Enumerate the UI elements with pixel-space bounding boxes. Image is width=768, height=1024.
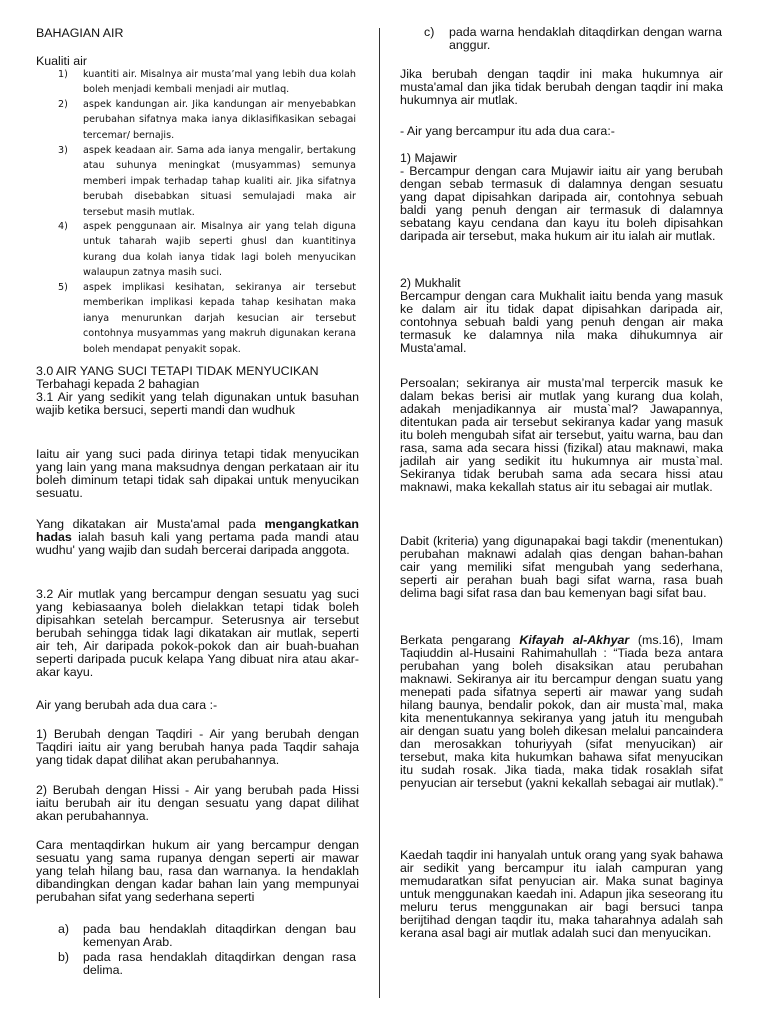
majawir-body: - Bercampur dengan cara Mujawir iaitu air yang berubah dengan sebab termasuk di dalamnya dengan sesuatu yang dapat dipisahkan daripada air, contohnya sebuah baldi yang penuh dengan air termasuk di dalamnya sebatang kayu cendana dan kayu itu boleh dipisahkan daripada air tersebut, maka hukum air itu ialah air mutlak. [400, 164, 723, 243]
list-number: 4) [58, 221, 68, 232]
list-number: 2) [58, 99, 68, 110]
section-title: BAHAGIAN AIR [36, 26, 124, 40]
list-number: 5) [58, 282, 68, 293]
paragraph-dua-cara: - Air yang bercampur itu ada dua cara:- [400, 124, 615, 138]
heading-3-0: 3.0 AIR YANG SUCI TETAPI TIDAK MENYUCIKAN [36, 364, 319, 378]
subsection-title: Kualiti air [36, 54, 87, 68]
paragraph-taqdiri: 1) Berubah dengan Taqdiri - Air yang berubah dengan Taqdiri iaitu air yang berubah hanya pada Taqdir sahaja yang tidak dapat dilihat akan perubahannya. [36, 727, 359, 767]
list-number: c) [424, 25, 435, 39]
list-text: aspek penggunaan air. Misalnya air yang telah diguna untuk taharah wajib seperti ghusl dan kuantitinya kurang dua kolah ianya tidak lagi boleh menyucikan walaupun zatnya masih suci. [83, 221, 356, 279]
book-title: Kifayah al-Akhyar [519, 633, 630, 647]
bold-term: mengangkatkan hadas [36, 517, 359, 544]
paragraph-air-berubah: Air yang berubah ada dua cara :- [36, 698, 218, 712]
paragraph-dabit: Dabit (kriteria) yang digunapakai bagi takdir (menentukan) perubahan maknawi adalah qias dengan bahan-bahan cair yang memiliki sifat mengubah yang sederhana, seperti air perahan buah bagi sifat warna, rasa buah delima bagi sifat rasa dan bau kemenyan bagi sifat bau. [400, 534, 723, 600]
list-text: pada warna hendaklah ditaqdirkan dengan warna anggur. [449, 25, 722, 52]
list-text: aspek implikasi kesihatan, sekiranya air tersebut memberikan implikasi kepada tahap kesihatan maka ianya menurunkan darjah kesucian air tersebut contohnya musyammas yang makruh digunakan kerana boleh mendapat penyakit sopak. [83, 282, 356, 355]
paragraph-3-1: 3.1 Air yang sedikit yang telah digunakan untuk basuhan wajib ketika bersuci, seperti mandi dan wudhuk [36, 390, 359, 417]
list-text: pada bau hendaklah ditaqdirkan dengan bau kemenyan Arab. [83, 922, 356, 949]
paragraph-3-2: 3.2 Air mutlak yang bercampur dengan sesuatu yag suci yang kebiasaanya boleh dielakkan tetapi tidak boleh dipisahkan setelah bercampur. Seterusnya air tersebut berubah sehingga tidak lagi dikatakan air mutlak, seperti air teh, Air daripada pokok-pokok dan air buah-buahan seperti daripada pucuk kelapa Yang dibuat nira atau akar-akar kayu. [36, 587, 359, 679]
paragraph-jika: Jika berubah dengan taqdir ini maka hukumnya air musta'amal dan jika tidak berubah dengan taqdir ini maka hukumnya air mutlak. [400, 67, 723, 107]
list-number: 3) [58, 145, 68, 156]
list-text: pada rasa hendaklah ditaqdirkan dengan rasa delima. [83, 950, 356, 977]
list-number: a) [58, 922, 70, 936]
paragraph-persoalan: Persoalan; sekiranya air musta’mal terpercik masuk ke dalam bekas berisi air mutlak yang kurang dua kolah, adakah menjadikannya air musta`mal? Jawapannya, ditentukan pada air tersebut sekiranya kadar yang masuk itu boleh mengubah sifat air tersebut, yaitu warna, bau dan rasa, sama ada secara hissi (fizikal) atau maknawi, maka jadilah air yang sedikit itu hukumnya air musta`mal. Sekiranya tidak berubah sama ada secara hissi atau maknawi, maka kekallah status air itu sebagai air mutlak. [400, 376, 723, 494]
paragraph-hissi: 2) Berubah dengan Hissi - Air yang berubah pada Hissi iaitu berubah air itu dengan sesuatu yang dapat dilihat akan perubahannya. [36, 783, 359, 823]
list-text: aspek kandungan air. Jika kandungan air menyebabkan perubahan sifatnya maka ianya diklasifikasikan sebagai tercemar/ bernajis. [83, 99, 356, 141]
list-item-c [400, 26, 723, 54]
majawir-title: 1) Majawir [400, 151, 458, 165]
paragraph-iaitu: Iaitu air yang suci pada dirinya tetapi tidak menyucikan yang lain yang mana maksudnya dengan perkataan air itu boleh diminum tetapi tidak sah dipakai untuk menyucikan sesuatu. [36, 447, 359, 500]
list-text: kuantiti air. Misalnya air musta’mal yang lebih dua kolah boleh menjadi kembali menjadi air mutlaq. [83, 69, 356, 96]
paragraph-musta-amal: Yang dikatakan air Musta'amal pada mengangkatkan hadas ialah basuh kali yang pertama pada mandi atau wudhu' yang wajib dan sudah bercerai daripada anggota. [36, 517, 359, 557]
taqdir-list [36, 923, 359, 983]
quality-list [36, 67, 359, 355]
paragraph-cara: Cara mentaqdirkan hukum air yang bercampur dengan sesuatu yang sama rupanya dengan seperti air mawar yang telah hilang bau, rasa dan warnanya. Ia hendaklah dibandingkan dengan kadar bahan lain yang mempunyai perubahan sifat yang sederhana seperti [36, 838, 359, 904]
list-text: aspek keadaan air. Sama ada ianya mengalir, bertakung atau suhunya meningkat (musyammas) semunya memberi impak terhadap tahap kualiti air. Jika sifatnya berubah disebabkan situasi semulajadi maka air tersebut masih mutlak. [83, 145, 356, 218]
list-number: b) [58, 950, 70, 964]
mukhalit-body: Bercampur dengan cara Mukhalit iaitu benda yang masuk ke dalam air itu tidak dapat dipisahkan daripada air, contohnya sebuah baldi yang penuh dengan air maka termasuk ke dalamnya nila maka dihukumnya air Musta'amal. [400, 289, 723, 355]
paragraph-kaedah: Kaedah taqdir ini hanyalah untuk orang yang syak bahawa air sedikit yang bercampur itu ialah campuran yang memudaratkan sifat penyucian air. Maka sunat baginya untuk menggunakan kaedah ini. Adapun jika seseorang itu meluru terus menggunakan air bagi bersuci tanpa berijtihad dengan taqdir itu, maka taharahnya adalah sah kerana asal bagi air mutlak adalah suci dan menyucikan. [400, 848, 723, 940]
mukhalit-title: 2) Mukhalit [400, 276, 461, 290]
terbahagi-text: Terbahagi kepada 2 bahagian [36, 377, 200, 391]
paragraph-berkata: Berkata pengarang Kifayah al-Akhyar (ms.16), Imam Taqiuddin al-Husaini Rahimahullah : “Tiada beza antara perubahan yang boleh disaksikan atau perubahan maknawi. Sekiranya air itu bercampur dengan suatu yang menepati pada sifatnya seperti air mawar yang sudah hilang baunya, bendalir pokok, dan air musta`mal, maka kita menentukannya sekiranya yang jatuh itu mengubah air dengan suatu yang boleh dikesan melalui pancaindera dan merosakkan tohuriyyah (sifat menyucikan) air tersebut, maka kita hukumkan bahawa sifat menyucikan itu sudah rosak. Jika tiada, maka tidak rosaklah sifat penyucian air tersebut (yakni kekallah sebagai air mutlak).” [400, 633, 724, 790]
column-divider [379, 28, 380, 998]
list-number: 1) [58, 69, 68, 80]
